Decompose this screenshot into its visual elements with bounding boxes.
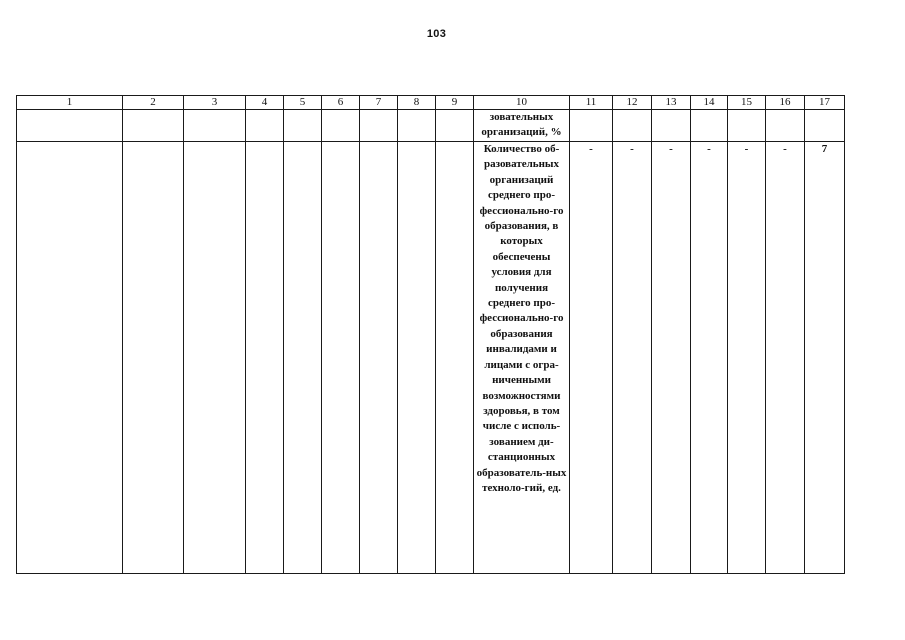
column-number-14: 14 (691, 96, 728, 110)
cell-empty (436, 110, 474, 142)
cell-empty (436, 142, 474, 574)
column-number-row (17, 96, 845, 110)
column-number-11: 11 (570, 96, 613, 110)
indicator-description: Количество об-разовательных организаций среднего про-фессионально-го образования, в которых обеспечены условия для получения среднего про-фессионально-го образования инвалидами и лицами с огра-ниченными возможностями здоровья, в том числе с исполь-зованием ди-станционных образователь-ных техноло-гий, ед. (474, 142, 570, 574)
cell-empty (570, 110, 613, 142)
cell-empty (398, 142, 436, 574)
cell-empty (652, 110, 691, 142)
column-number-15: 15 (728, 96, 766, 110)
column-number-9: 9 (436, 96, 474, 110)
cell-empty (284, 142, 322, 574)
column-number-13: 13 (652, 96, 691, 110)
column-number-4: 4 (246, 96, 284, 110)
cell-empty (184, 110, 246, 142)
cell-empty (184, 142, 246, 574)
column-number-12: 12 (613, 96, 652, 110)
cell-empty (728, 110, 766, 142)
cell-empty (123, 142, 184, 574)
value-col-15: - (728, 142, 766, 574)
indicator-table (16, 95, 845, 574)
value-col-16: - (766, 142, 805, 574)
page-number: 103 (426, 28, 447, 40)
cell-empty (17, 142, 123, 574)
value-col-12: - (613, 142, 652, 574)
indicator-row (17, 142, 845, 574)
cell-empty (246, 110, 284, 142)
cell-empty (246, 142, 284, 574)
column-number-16: 16 (766, 96, 805, 110)
column-number-6: 6 (322, 96, 360, 110)
continued-indicator-text: зовательных организаций, % (474, 110, 570, 142)
cell-empty (17, 110, 123, 142)
column-number-3: 3 (184, 96, 246, 110)
column-number-7: 7 (360, 96, 398, 110)
column-number-2: 2 (123, 96, 184, 110)
value-col-11: - (570, 142, 613, 574)
column-number-8: 8 (398, 96, 436, 110)
cell-empty (613, 110, 652, 142)
cell-empty (284, 110, 322, 142)
cell-empty (398, 110, 436, 142)
cell-empty (360, 110, 398, 142)
value-col-17: 7 (805, 142, 845, 574)
cell-empty (322, 142, 360, 574)
column-number-17: 17 (805, 96, 845, 110)
cell-empty (360, 142, 398, 574)
column-number-5: 5 (284, 96, 322, 110)
column-number-1: 1 (17, 96, 123, 110)
continued-row (17, 110, 845, 142)
value-col-13: - (652, 142, 691, 574)
column-number-10: 10 (474, 96, 570, 110)
cell-empty (123, 110, 184, 142)
cell-empty (691, 110, 728, 142)
cell-empty (766, 110, 805, 142)
cell-empty (805, 110, 845, 142)
value-col-14: - (691, 142, 728, 574)
cell-empty (322, 110, 360, 142)
